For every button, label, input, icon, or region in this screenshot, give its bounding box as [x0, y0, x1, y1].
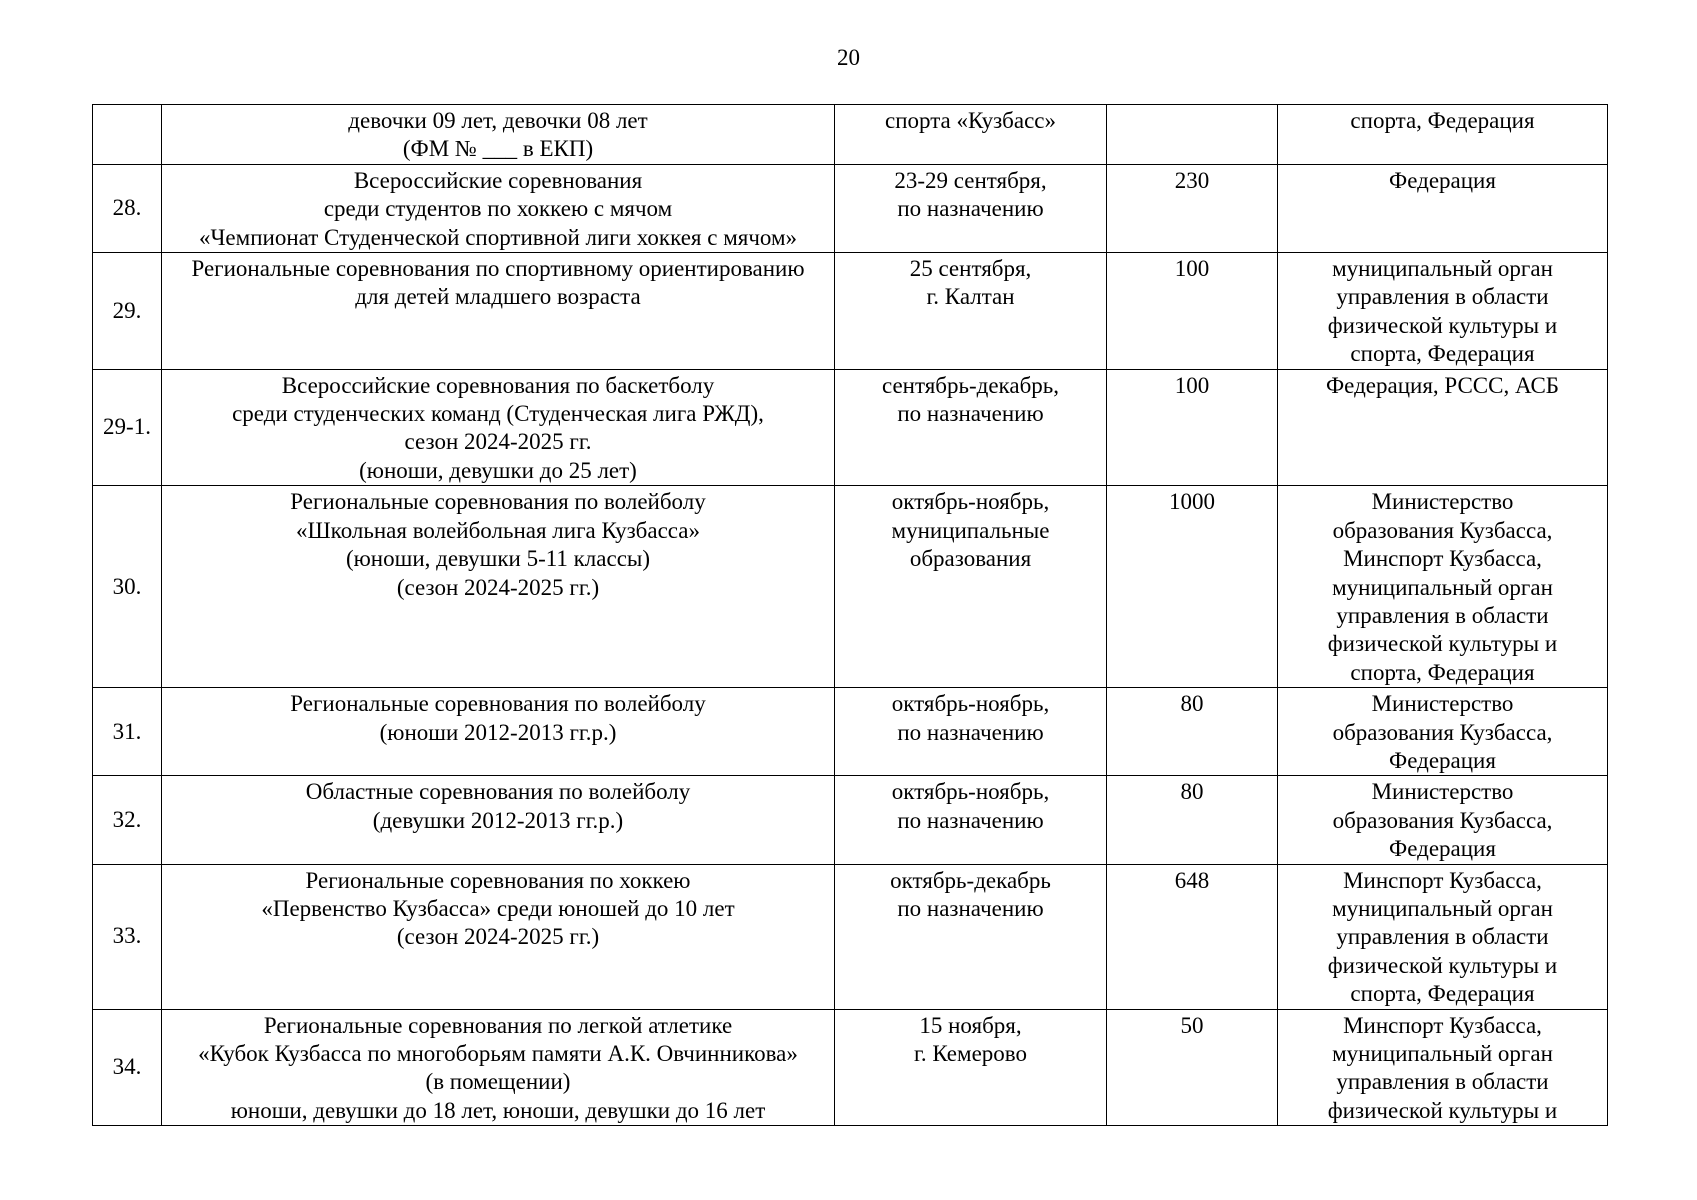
- row-number-cell: [93, 864, 162, 1009]
- participants-count: 1000: [1169, 489, 1215, 515]
- organizer-line: физической культуры и: [1327, 631, 1558, 657]
- row-number-cell: [93, 164, 162, 252]
- organizer-cell: [1278, 369, 1608, 486]
- organizer-line: управления в области: [1336, 924, 1549, 950]
- dates-line: сентябрь-декабрь,: [881, 372, 1060, 398]
- dates-cell: [835, 105, 1107, 165]
- row-number-cell: [93, 253, 162, 370]
- event-line: (юноши, девушки до 25 лет): [359, 457, 637, 483]
- dates-line: по назначению: [897, 401, 1044, 427]
- event-line: Всероссийские соревнования по баскетболу: [281, 372, 715, 398]
- organizer-line: спорта, Федерация: [1350, 108, 1535, 133]
- event-line: Региональные соревнования по легкой атлетике: [263, 1012, 733, 1038]
- participants-count: 230: [1174, 167, 1210, 193]
- participants-count: 80: [1180, 691, 1204, 717]
- organizer-line: образования Кузбасса,: [1332, 517, 1553, 543]
- event-line: Региональные соревнования по спортивному ориентированию: [191, 256, 805, 282]
- organizer-line: Министерство: [1371, 691, 1514, 717]
- dates-line: по назначению: [897, 196, 1044, 222]
- event-line: среди студентов по хоккею с мячом: [323, 196, 673, 222]
- event-cell: [162, 864, 835, 1009]
- event-line: среди студенческих команд (Студенческая лига РЖД),: [232, 401, 764, 427]
- row-number: 31.: [112, 718, 142, 744]
- participants-cell: [1107, 369, 1278, 486]
- event-cell: [162, 776, 835, 864]
- event-line: (сезон 2024-2025 гг.): [396, 924, 600, 950]
- dates-line: 23-29 сентября,: [894, 167, 1047, 193]
- event-cell: [162, 688, 835, 776]
- organizer-cell: [1278, 105, 1608, 165]
- row-number-cell: [93, 1009, 162, 1126]
- event-line: юноши, девушки до 18 лет, юноши, девушки до 16 лет: [230, 1097, 766, 1123]
- event-line: (в помещении): [425, 1069, 571, 1095]
- table-row: [93, 776, 1608, 864]
- organizer-line: образования Кузбасса,: [1332, 719, 1553, 745]
- participants-cell: [1107, 164, 1278, 252]
- row-number-cell: [93, 105, 162, 165]
- dates-line: октябрь-ноябрь,: [891, 779, 1050, 805]
- event-line: Региональные соревнования по волейболу: [290, 489, 706, 515]
- event-line: (девушки 2012-2013 гг.р.): [372, 807, 624, 833]
- event-line: «Кубок Кузбасса по многоборьям памяти А.К. Овчинникова»: [198, 1041, 798, 1066]
- organizer-cell: [1278, 253, 1608, 370]
- table-row: [93, 486, 1608, 688]
- events-table: [92, 104, 1608, 1126]
- organizer-cell: [1278, 486, 1608, 688]
- organizer-cell: [1278, 776, 1608, 864]
- dates-line: 15 ноября,: [919, 1012, 1022, 1038]
- organizer-line: Министерство: [1371, 779, 1514, 805]
- event-cell: [162, 486, 835, 688]
- organizer-line: муниципальный орган: [1332, 1041, 1553, 1066]
- organizer-line: образования Кузбасса,: [1332, 807, 1553, 833]
- event-line: «Первенство Кузбасса» среди юношей до 10 лет: [261, 895, 735, 921]
- dates-cell: [835, 486, 1107, 688]
- participants-count: 50: [1180, 1012, 1204, 1038]
- organizer-line: Минспорт Кузбасса,: [1343, 546, 1542, 572]
- organizer-cell: [1278, 1009, 1608, 1126]
- organizer-line: управления в области: [1336, 1069, 1549, 1095]
- event-line: «Школьная волейбольная лига Кузбасса»: [295, 517, 701, 543]
- row-number-cell: [93, 369, 162, 486]
- participants-cell: [1107, 486, 1278, 688]
- table-row: [93, 1009, 1608, 1126]
- dates-cell: [835, 369, 1107, 486]
- participants-cell: [1107, 864, 1278, 1009]
- row-number: 29.: [112, 297, 142, 323]
- organizer-line: спорта, Федерация: [1350, 341, 1535, 367]
- dates-cell: [835, 776, 1107, 864]
- row-number: 34.: [112, 1054, 142, 1080]
- organizer-cell: [1278, 864, 1608, 1009]
- participants-count: 100: [1174, 256, 1210, 282]
- event-cell: [162, 1009, 835, 1126]
- organizer-line: Федерация: [1389, 836, 1496, 862]
- event-line: Региональные соревнования по хоккею: [305, 867, 691, 893]
- organizer-line: Федерация: [1389, 167, 1496, 193]
- row-number-cell: [93, 486, 162, 688]
- table-row: [93, 105, 1608, 165]
- dates-line: по назначению: [897, 895, 1044, 921]
- table-row: [93, 253, 1608, 370]
- event-line: (юноши, девушки 5-11 классы): [345, 546, 651, 572]
- dates-cell: [835, 253, 1107, 370]
- event-line: «Чемпионат Студенческой спортивной лиги хоккея с мячом»: [198, 224, 798, 250]
- page-number: 20: [837, 45, 860, 70]
- dates-line: по назначению: [897, 807, 1044, 833]
- participants-cell: [1107, 253, 1278, 370]
- dates-line: октябрь-декабрь: [890, 867, 1051, 893]
- participants-cell: [1107, 105, 1278, 165]
- organizer-line: Федерация: [1389, 747, 1496, 773]
- dates-line: спорта «Кузбасс»: [884, 108, 1057, 133]
- table-row: [93, 864, 1608, 1009]
- organizer-line: спорта, Федерация: [1350, 659, 1535, 685]
- event-cell: [162, 164, 835, 252]
- event-line: (ФМ № ___ в ЕКП): [402, 136, 594, 162]
- participants-cell: [1107, 1009, 1278, 1126]
- participants-count: 100: [1174, 372, 1210, 398]
- table-row: [93, 164, 1608, 252]
- organizer-line: физической культуры и: [1327, 952, 1558, 978]
- table-row: [93, 369, 1608, 486]
- participants-count: 648: [1174, 867, 1210, 893]
- participants-cell: [1107, 776, 1278, 864]
- organizer-line: физической культуры и: [1327, 312, 1558, 338]
- events-table-body: [93, 105, 1608, 1126]
- organizer-line: Минспорт Кузбасса,: [1343, 1012, 1542, 1038]
- event-line: (юноши 2012-2013 гг.р.): [379, 719, 617, 745]
- event-line: (сезон 2024-2025 гг.): [396, 574, 600, 600]
- dates-line: октябрь-ноябрь,: [891, 489, 1050, 515]
- participants-count: 80: [1180, 779, 1204, 805]
- dates-line: по назначению: [897, 719, 1044, 745]
- organizer-line: муниципальный орган: [1332, 574, 1553, 600]
- dates-line: октябрь-ноябрь,: [891, 691, 1050, 717]
- event-line: Всероссийские соревнования: [353, 167, 643, 193]
- row-number-cell: [93, 688, 162, 776]
- table-row: [93, 688, 1608, 776]
- row-number-cell: [93, 776, 162, 864]
- organizer-line: спорта, Федерация: [1350, 981, 1535, 1007]
- dates-cell: [835, 864, 1107, 1009]
- organizer-line: Министерство: [1371, 489, 1514, 515]
- organizer-line: Федерация, РССС, АСБ: [1326, 372, 1559, 398]
- organizer-cell: [1278, 688, 1608, 776]
- row-number: 30.: [112, 573, 142, 599]
- organizer-line: управления в области: [1336, 602, 1549, 628]
- row-number: 33.: [112, 923, 142, 949]
- dates-line: г. Кемерово: [914, 1041, 1027, 1066]
- organizer-line: Минспорт Кузбасса,: [1343, 867, 1542, 893]
- event-line: Областные соревнования по волейболу: [305, 779, 691, 805]
- event-line: для детей младшего возраста: [355, 284, 641, 310]
- organizer-line: управления в области: [1336, 284, 1549, 310]
- row-number: 29-1.: [103, 414, 151, 440]
- row-number: 28.: [112, 195, 142, 221]
- event-line: девочки 09 лет, девочки 08 лет: [348, 108, 648, 133]
- event-line: Региональные соревнования по волейболу: [290, 691, 706, 717]
- dates-cell: [835, 688, 1107, 776]
- organizer-line: муниципальный орган: [1332, 256, 1553, 282]
- row-number: 32.: [112, 806, 142, 832]
- organizer-line: физической культуры и: [1327, 1097, 1558, 1123]
- dates-cell: [835, 164, 1107, 252]
- dates-line: муниципальные: [891, 517, 1050, 543]
- dates-cell: [835, 1009, 1107, 1126]
- event-line: сезон 2024-2025 гг.: [404, 429, 592, 455]
- event-cell: [162, 253, 835, 370]
- dates-line: г. Калтан: [926, 284, 1015, 310]
- organizer-line: муниципальный орган: [1332, 895, 1553, 921]
- event-cell: [162, 105, 835, 165]
- dates-line: образования: [909, 546, 1032, 572]
- participants-cell: [1107, 688, 1278, 776]
- event-cell: [162, 369, 835, 486]
- dates-line: 25 сентября,: [909, 256, 1032, 282]
- organizer-cell: [1278, 164, 1608, 252]
